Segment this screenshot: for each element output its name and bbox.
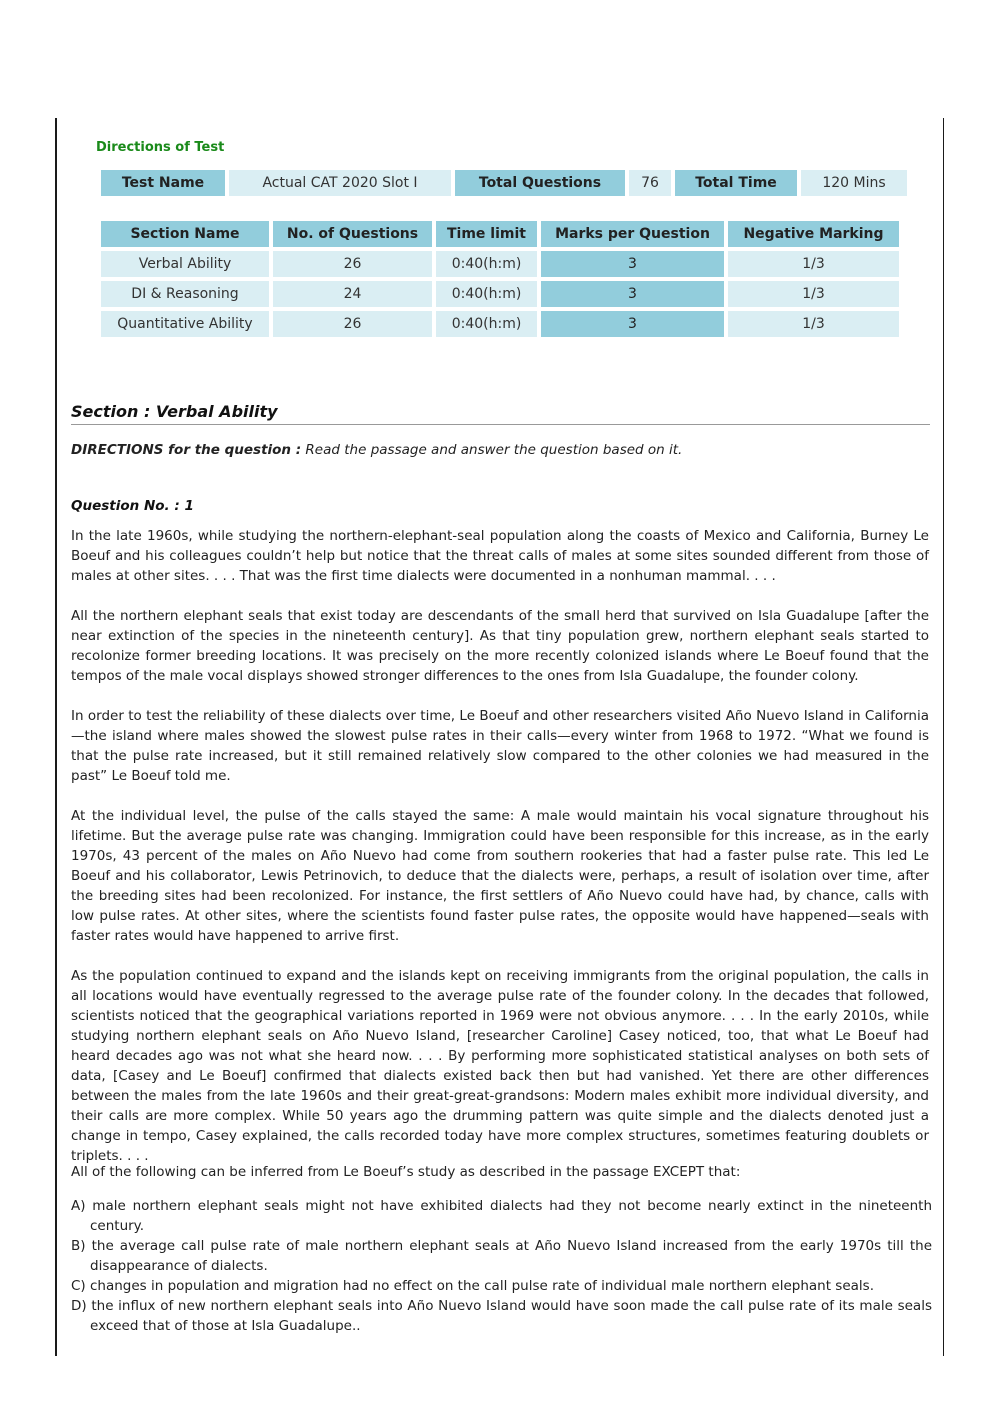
table-row bbox=[101, 281, 899, 307]
marks-per-question-cell: 3 bbox=[541, 311, 724, 337]
negative-marking-cell: 1/3 bbox=[728, 281, 899, 307]
section-divider bbox=[71, 424, 930, 425]
column-header-section-name: Section Name bbox=[101, 221, 269, 247]
test-info-table bbox=[97, 170, 911, 196]
total-time-value: 120 Mins bbox=[801, 170, 907, 196]
section-name-cell: Verbal Ability bbox=[101, 251, 269, 277]
time-limit-cell: 0:40(h:m) bbox=[436, 281, 537, 307]
marks-per-question-cell: 3 bbox=[541, 281, 724, 307]
passage-paragraph-3: In order to test the reliability of these dialects over time, Le Boeuf and other researchers visited Año Nuevo Island in California —the island where males showed the slowest pulse rates in their calls—every winter from 1968 to 1972. “What we found is that the pulse rate increased, but it still remained relatively slow compared to the other colonies we had measured in the past” Le Boeuf told me. bbox=[71, 708, 929, 784]
column-header-time-limit: Time limit bbox=[436, 221, 537, 247]
no-of-questions-cell: 26 bbox=[273, 251, 432, 277]
option-d: D) the influx of new northern elephant seals into Año Nuevo Island would have soon made the call pulse rate of its male seals exceed that of those at Isla Guadalupe.. bbox=[71, 1298, 932, 1334]
column-header-marks-per-question: Marks per Question bbox=[541, 221, 724, 247]
time-limit-cell: 0:40(h:m) bbox=[436, 311, 537, 337]
test-name-label: Test Name bbox=[101, 170, 225, 196]
passage-paragraph-1: In the late 1960s, while studying the northern-elephant-seal population along the coasts of Mexico and California, Burney Le Boeuf and his colleagues couldn’t help but notice that the threat calls of males at some sites sounded different from those of males at other sites. . . . That was the first time dialects were documented in a nonhuman mammal. . . . bbox=[71, 528, 929, 584]
time-limit-cell: 0:40(h:m) bbox=[436, 251, 537, 277]
section-name-cell: DI & Reasoning bbox=[101, 281, 269, 307]
directions-label: DIRECTIONS for the question : bbox=[71, 442, 302, 458]
total-time-label: Total Time bbox=[675, 170, 797, 196]
sections-table bbox=[97, 217, 903, 341]
option-a: A) male northern elephant seals might not have exhibited dialects had they not become nearly extinct in the nineteenth century. bbox=[71, 1198, 932, 1234]
no-of-questions-cell: 26 bbox=[273, 311, 432, 337]
option-b: B) the average call pulse rate of male northern elephant seals at Año Nuevo Island increased from the early 1970s till the disappearance of dialects. bbox=[71, 1238, 932, 1274]
total-questions-value: 76 bbox=[629, 170, 671, 196]
no-of-questions-cell: 24 bbox=[273, 281, 432, 307]
question-number: Question No. : 1 bbox=[71, 498, 194, 514]
page-frame-left-border bbox=[55, 118, 57, 1356]
total-questions-label: Total Questions bbox=[455, 170, 625, 196]
passage-paragraph-2: All the northern elephant seals that exist today are descendants of the small herd that survived on Isla Guadalupe [after the near extinction of the species in the nineteenth century]. As that tiny population grew, northern elephant seals started to recolonize former breeding locations. It was precisely on the more recently colonized islands where Le Boeuf found that the tempos of the male vocal displays showed stronger differences to the ones from Isla Guadalupe, the founder colony. bbox=[71, 608, 929, 684]
table-row bbox=[101, 251, 899, 277]
test-info-row bbox=[101, 170, 907, 196]
directions-text: Read the passage and answer the question based on it. bbox=[301, 442, 683, 458]
sections-table-header-row bbox=[101, 221, 899, 247]
column-header-negative-marking: Negative Marking bbox=[728, 221, 899, 247]
section-heading: Section : Verbal Ability bbox=[71, 402, 278, 421]
table-row bbox=[101, 311, 899, 337]
negative-marking-cell: 1/3 bbox=[728, 311, 899, 337]
test-name-value: Actual CAT 2020 Slot I bbox=[229, 170, 451, 196]
option-c: C) changes in population and migration had no effect on the call pulse rate of individual male northern elephant seals. bbox=[71, 1278, 874, 1294]
passage-paragraph-5: As the population continued to expand and the islands kept on receiving immigrants from the original population, the calls in all locations would have eventually regressed to the average pulse rate of the founder colony. In the decades that followed, scientists noticed that the geographical variations reported in 1969 were not obvious anymore. . . . In the early 2010s, while studying northern elephant seals on Año Nuevo Island, [researcher Caroline] Casey noticed, too, that what Le Boeuf had heard decades ago was not what she heard now. . . . By performing more sophisticated statistical analyses on both sets of data, [Casey and Le Boeuf] confirmed that dialects existed back then but had vanished. Yet there are other differences between the males from the late 1960s and their great-great-grandsons: Modern males exhibit more individual diversity, and their calls are more complex. While 50 years ago the drumming pattern was quite simple and the dialects denoted just a change in tempo, Casey explained, the calls recorded today have more complex structures, sometimes featuring doublets or triplets. . . . bbox=[71, 968, 929, 1164]
directions-of-test-title: Directions of Test bbox=[96, 140, 225, 155]
section-name-cell: Quantitative Ability bbox=[101, 311, 269, 337]
marks-per-question-cell: 3 bbox=[541, 251, 724, 277]
passage-paragraph-4: At the individual level, the pulse of the calls stayed the same: A male would maintain his vocal signature throughout his lifetime. But the average pulse rate was changing. Immigration could have been responsible for this increase, as in the early 1970s, 43 percent of the males on Año Nuevo had come from southern rookeries that had a faster pulse rate. This led Le Boeuf and his collaborator, Lewis Petrinovich, to deduce that the dialects were, perhaps, a result of isolation over time, after the breeding sites had been recolonized. For instance, the first settlers of Año Nuevo could have had, by chance, calls with low pulse rates. At other sites, where the scientists found faster pulse rates, the opposite would have happened—seals with faster rates would have happened to arrive first. bbox=[71, 808, 929, 944]
question-directions bbox=[71, 442, 682, 458]
column-header-no-of-questions: No. of Questions bbox=[273, 221, 432, 247]
negative-marking-cell: 1/3 bbox=[728, 251, 899, 277]
page-frame-right-border bbox=[943, 118, 944, 1356]
question-stem: All of the following can be inferred from Le Boeuf’s study as described in the passage EXCEPT that: bbox=[71, 1164, 741, 1180]
